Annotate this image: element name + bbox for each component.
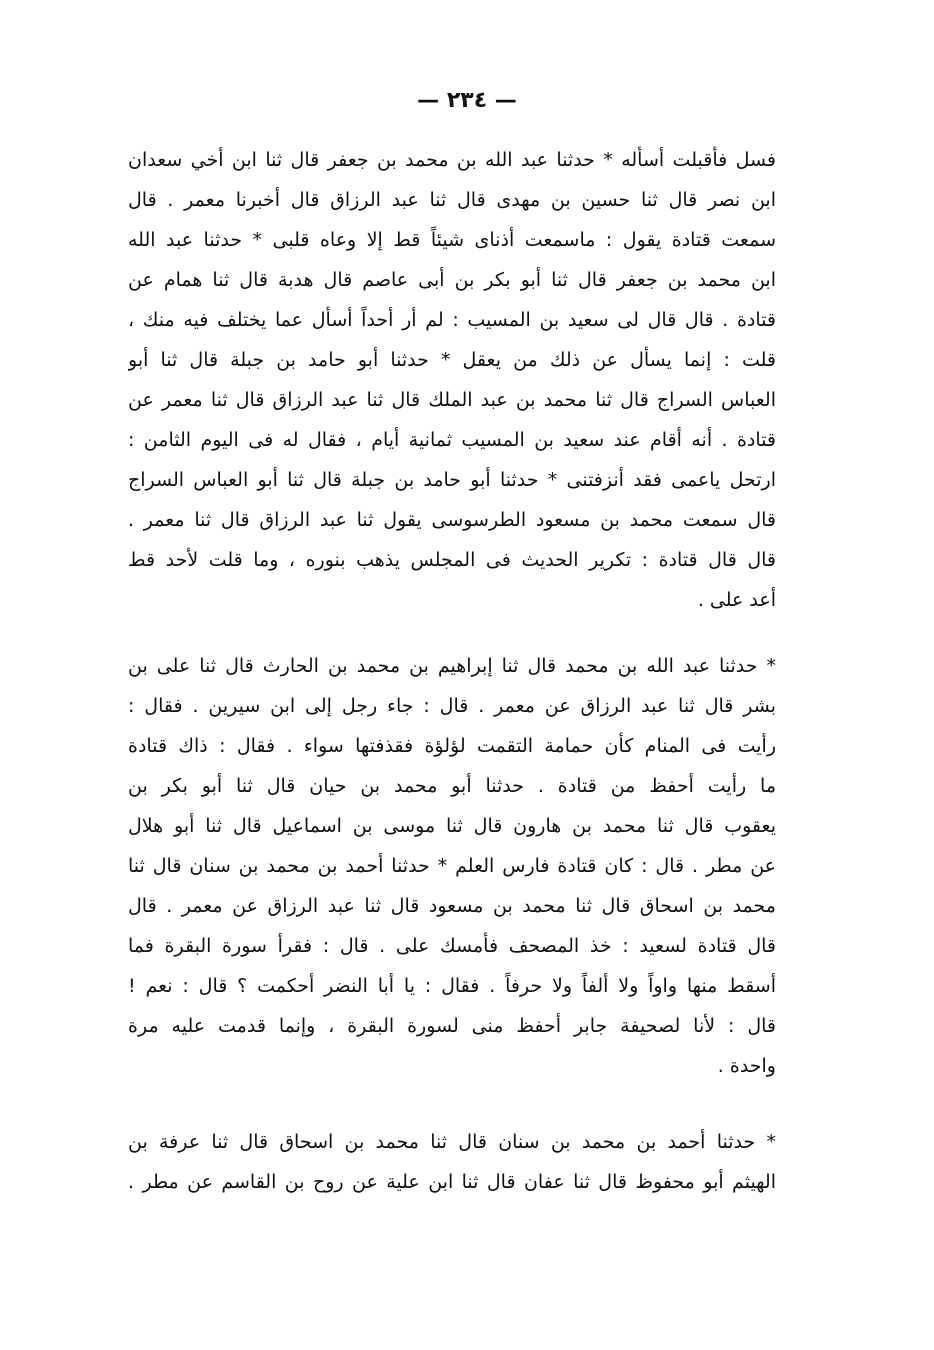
- text-line: بشر قال ثنا عبد الرزاق عن معمر . قال : جاء رجل إلى ابن سيرين . فقال :: [128, 695, 776, 717]
- text-line: محمد بن اسحاق قال ثنا محمد بن مسعود قال ثنا عبد الرزاق عن معمر . قال: [128, 895, 776, 917]
- text-line: يعقوب قال ثنا محمد بن هارون قال ثنا موسى بن اسماعيل قال ثنا أبو هلال: [128, 815, 776, 837]
- text-line: ما رأيت أحفظ من قتادة . حدثنا أبو محمد بن حيان قال ثنا أبو بكر بن: [128, 775, 776, 797]
- paragraph-2: [128, 646, 776, 1086]
- text-line: ارتحل ياعمى فقد أنزفتنى * حدثنا أبو حامد بن جبلة قال ثنا أبو العباس السراج: [128, 469, 776, 491]
- text-line: قال قال قتادة : تكرير الحديث فى المجلس يذهب بنوره ، وما قلت لأحد قط: [128, 549, 776, 571]
- text-line: قال سمعت محمد بن مسعود الطرسوسى يقول ثنا عبد الرزاق قال ثنا معمر .: [128, 509, 776, 531]
- text-line: ابن نصر قال ثنا حسين بن مهدى قال ثنا عبد الرزاق قال أخبرنا معمر . قال: [128, 189, 776, 211]
- text-line: عن مطر . قال : كان قتادة فارس العلم * حدثنا أحمد بن محمد بن سنان قال ثنا: [128, 855, 776, 877]
- text-line: العباس السراج قال ثنا محمد بن عبد الملك قال ثنا عبد الرزاق قال ثنا معمر عن: [128, 389, 776, 411]
- text-line: الهيثم أبو محفوظ قال ثنا عفان قال ثنا ابن علية عن روح بن القاسم عن مطر .: [128, 1171, 776, 1193]
- text-line: ابن محمد بن جعفر قال ثنا أبو بكر بن أبى عاصم قال هدبة قال ثنا همام عن: [128, 269, 776, 291]
- page-number: — ٢٣٤ —: [417, 88, 517, 113]
- text-line: * حدثنا أحمد بن محمد بن سنان قال ثنا محمد بن اسحاق قال ثنا عرفة بن: [128, 1131, 776, 1153]
- text-line: أعد على .: [697, 589, 776, 611]
- text-line: قال : لأنا لصحيفة جابر أحفظ منى لسورة البقرة ، وإنما قدمت عليه مرة: [128, 1015, 776, 1037]
- text-line: فسل فأقبلت أسأله * حدثنا عبد الله بن محمد بن جعفر قال ثنا ابن أخي سعدان: [128, 149, 776, 171]
- text-line: أسقط منها واواً ولا ألفاً ولا حرفاً . فقال : يا أبا النضر أحكمت ؟ قال : نعم !: [128, 975, 776, 997]
- paragraph-3: [128, 1122, 776, 1202]
- text-line: * حدثنا عبد الله بن محمد قال ثنا إبراهيم بن محمد بن الحارث قال ثنا على بن: [128, 655, 776, 677]
- text-line: سمعت قتادة يقول : ماسمعت أذناى شيئاً قط إلا وعاه قلبى * حدثنا عبد الله: [128, 229, 776, 251]
- text-line: قال قتادة لسعيد : خذ المصحف فأمسك على . قال : فقرأ سورة البقرة فما: [128, 935, 776, 957]
- text-line: قلت : إنما يسأل عن ذلك من يعقل * حدثنا أبو حامد بن جبلة قال ثنا أبو: [128, 349, 776, 371]
- text-line: رأيت فى المنام كأن حمامة التقمت لؤلؤة فقذفتها سواء . فقال : ذاك قتادة: [128, 735, 776, 757]
- text-line: قتادة . أنه أقام عند سعيد بن المسيب ثمانية أيام ، فقال له فى اليوم الثامن :: [128, 429, 776, 451]
- text-line: واحدة .: [717, 1055, 776, 1077]
- paragraph-1: [128, 140, 776, 620]
- text-line: قتادة . قال قال لى سعيد بن المسيب : لم أر أحداً أسأل عما يختلف فيه منك ،: [128, 309, 776, 331]
